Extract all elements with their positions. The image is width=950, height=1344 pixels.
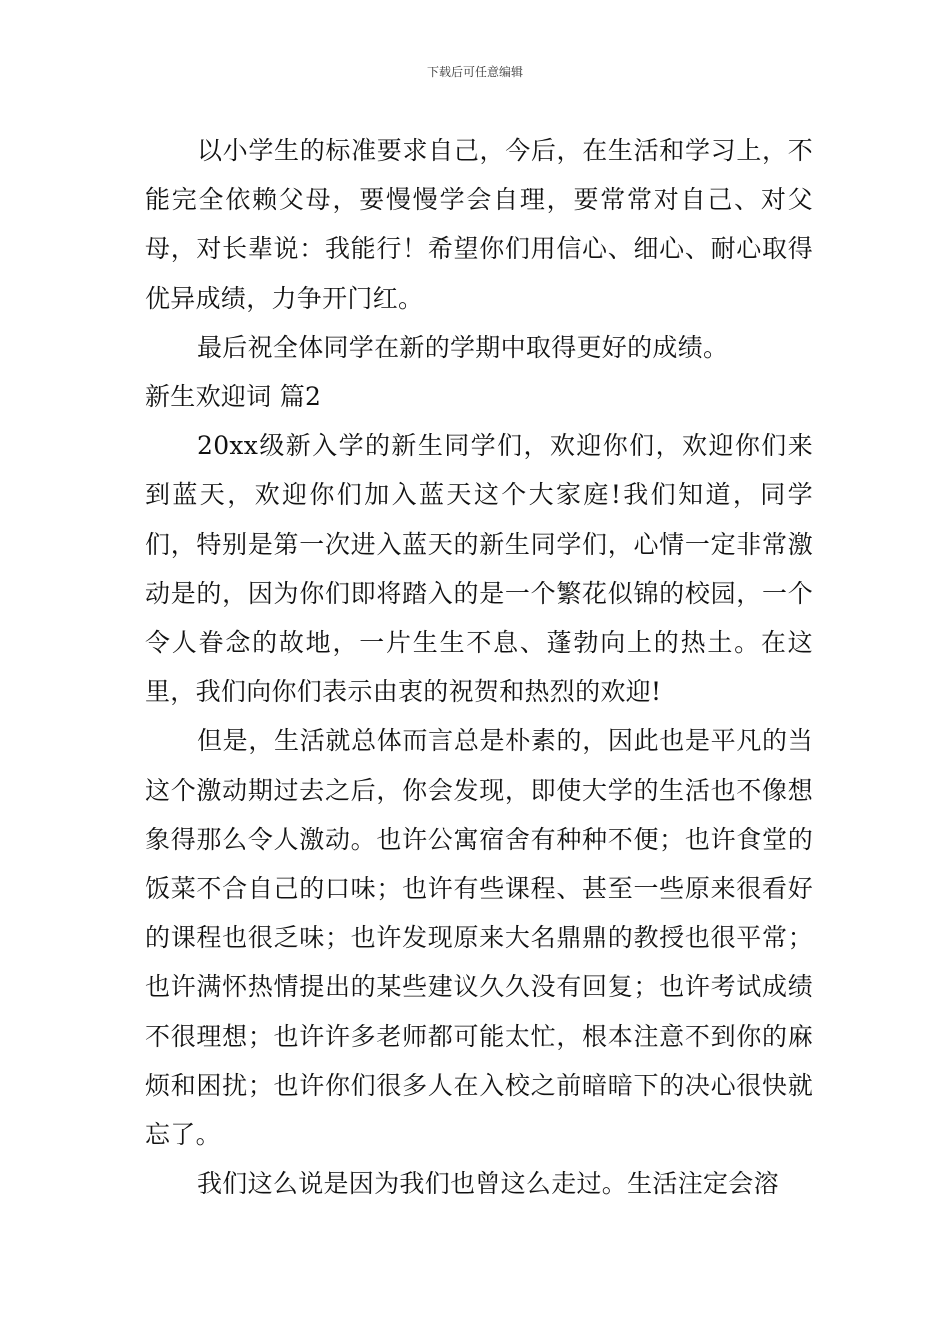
paragraph-ordinary-life: 但是，生活就总体而言总是朴素的，因此也是平凡的当这个激动期过去之后，你会发现，即使大学的生活也不像想象得那么令人激动。也许公寓宿舍有种种不便；也许食堂的饭菜不合自己的口味；也许有些课程、甚至一些原来很看好的课程也很乏味；也许发现原来大名鼎鼎的教授也很平常；也许满怀热情提出的某些建议久久没有回复；也许考试成绩不很理想；也许许多老师都可能太忙，根本注意不到你的麻烦和困扰；也许你们很多人在入校之前暗暗下的决心很快就忘了。 — [145, 726, 813, 1150]
page-header-note: 下载后可任意编辑 — [426, 65, 523, 79]
document-body — [145, 126, 813, 1208]
paragraph-self-reliance: 以小学生的标准要求自己，今后，在生活和学习上，不能完全依赖父母，要慢慢学会自理，要常常对自己、对父母，对长辈说：我能行！希望你们用信心、细心、耐心取得优异成绩，力争开门红。 — [145, 136, 813, 313]
section-title: 新生欢迎词 篇2 — [145, 382, 322, 412]
paragraph-experience: 我们这么说是因为我们也曾这么走过。生活注定会溶 — [197, 1169, 779, 1199]
paragraph-closing-wish: 最后祝全体同学在新的学期中取得更好的成绩。 — [197, 332, 729, 362]
paragraph-welcome: 20xx级新入学的新生同学们，欢迎你们，欢迎你们来到蓝天，欢迎你们加入蓝天这个大家庭!我们知道，同学们，特别是第一次进入蓝天的新生同学们，心情一定非常激动是的，因为你们即将踏入的是一个繁花似锦的校园，一个令人眷念的故地，一片生生不息、蓬勃向上的热土。在这里，我们向你们表示由衷的祝贺和热烈的欢迎! — [145, 431, 813, 707]
